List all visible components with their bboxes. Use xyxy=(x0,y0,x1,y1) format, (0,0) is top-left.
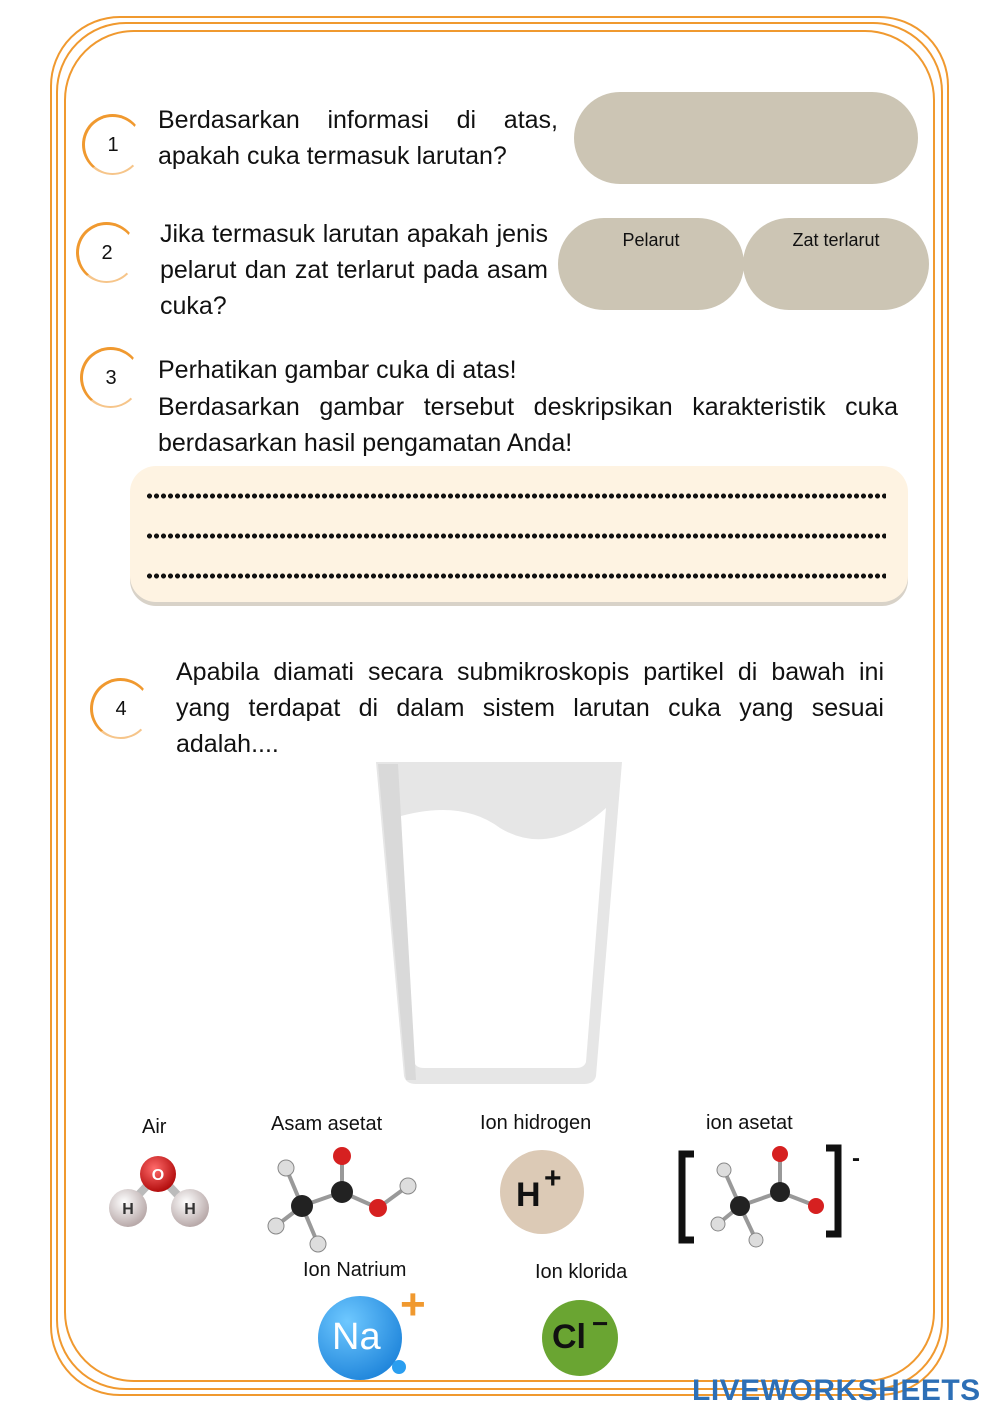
asam-asetat-label: Asam asetat xyxy=(271,1113,383,1135)
chloride-symbol: Cl xyxy=(552,1318,586,1356)
hydrogen-charge: + xyxy=(544,1162,562,1195)
question-3-number: 3 xyxy=(80,347,141,408)
liveworksheets-logo: LIVEWORKSHEETS xyxy=(692,1374,981,1407)
hydrogen-atom: H xyxy=(184,1201,196,1218)
question-4-text: Apabila diamati secara submikroskopis partikel di bawah ini yang terdapat di dalam sistem larutan cuka yang sesuai adalah.... xyxy=(176,658,884,758)
ion-asetat-label: ion asetat xyxy=(706,1112,793,1134)
ion-natrium-label: Ion Natrium xyxy=(303,1259,407,1281)
sodium-ion-icon[interactable] xyxy=(318,1296,402,1380)
pelarut-label: Pelarut xyxy=(622,230,680,250)
sodium-bubble xyxy=(392,1360,406,1374)
water-molecule-icon[interactable] xyxy=(104,1150,214,1230)
dotted-line xyxy=(146,573,886,579)
acetate-ion-icon[interactable] xyxy=(676,1140,872,1250)
question-1-text: Berdasarkan informasi di atas, apakah cuka termasuk larutan? xyxy=(158,106,558,170)
ion-hidrogen-label: Ion hidrogen xyxy=(480,1112,592,1134)
hydrogen-symbol: H xyxy=(516,1176,541,1214)
chloride-charge: − xyxy=(592,1308,609,1339)
acetate-charge: - xyxy=(852,1145,860,1172)
dotted-line xyxy=(146,493,886,499)
dotted-line xyxy=(146,533,886,539)
question-3-text: Berdasarkan gambar tersebut deskripsikan karakteristik cuka berdasarkan hasil pengamatan Anda! xyxy=(158,393,898,457)
hydrogen-atom: H xyxy=(122,1201,134,1218)
question-3-line1: Perhatikan gambar cuka di atas! xyxy=(158,356,517,384)
glass-drop-zone[interactable] xyxy=(370,758,630,1088)
chloride-ion-icon[interactable] xyxy=(542,1300,618,1376)
question-2-number: 2 xyxy=(76,222,137,283)
acetic-acid-molecule-icon[interactable] xyxy=(262,1142,432,1258)
question-4-number: 4 xyxy=(90,678,151,739)
ion-klorida-label: Ion klorida xyxy=(535,1261,628,1283)
answer-1-field[interactable] xyxy=(574,92,918,184)
question-1-number: 1 xyxy=(82,114,143,175)
oxygen-atom: O xyxy=(151,1167,165,1184)
sodium-symbol: Na xyxy=(332,1316,381,1358)
answer-pelarut-field[interactable] xyxy=(558,218,744,310)
hydrogen-ion-icon[interactable] xyxy=(500,1150,584,1234)
answer-zat-terlarut-field[interactable] xyxy=(743,218,929,310)
question-2-text: Jika termasuk larutan apakah jenis pelarut dan zat terlarut pada asam cuka? xyxy=(160,220,548,320)
zat-terlarut-label: Zat terlarut xyxy=(792,230,880,250)
air-label: Air xyxy=(142,1116,167,1138)
sodium-charge: + xyxy=(400,1280,426,1329)
answer-3-textbox[interactable] xyxy=(130,466,908,602)
